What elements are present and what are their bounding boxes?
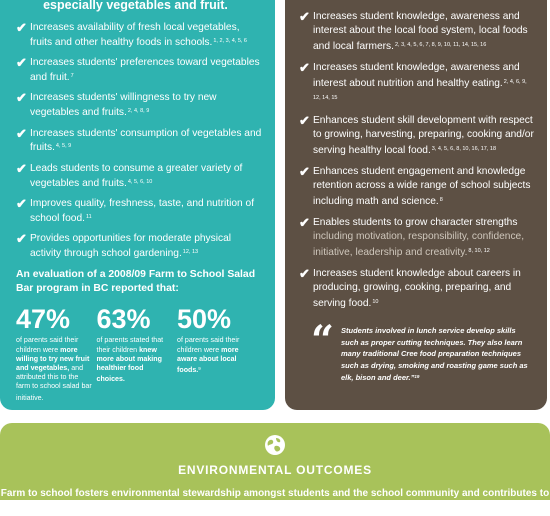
list-item [299,61,535,107]
list-item [16,233,263,261]
item-text [30,163,263,191]
stat-lead: of parents stated that their children [96,336,164,354]
item-text [313,114,535,158]
checkmark-icon: ✔ [299,215,310,230]
checkmark-icon: ✔ [16,160,27,176]
item-refs: 8 [439,197,443,203]
item-text [30,22,263,50]
environmental-outcomes-panel [0,423,550,514]
item-muted-text: including motivation, responsibility, confidence, initiative, leadership and creativity. [313,231,525,258]
environmental-title: ENVIRONMENTAL OUTCOMES [178,463,372,477]
stat-highlight: knew more about making healthier food choices. [96,345,162,384]
item-label: Leads students to consume a greater variety of vegetables and fruits. [30,162,243,189]
list-item [16,195,263,226]
list-item [299,267,535,311]
item-text [313,10,535,54]
checkmark-icon: ✔ [16,125,27,141]
checkmark-icon: ✔ [16,195,27,211]
item-refs: 2, 3, 4, 5, 6, 7, 8, 9, 10, 11, 14, 15, 16 [394,42,487,48]
item-text [313,165,535,209]
item-refs: 4, 5, 9 [55,143,72,150]
item-label: Increases student knowledge, awareness and interest about nutrition and healthy eating. [313,62,520,89]
stat-value: 63% [96,304,151,335]
item-text [313,61,535,107]
checkmark-icon: ✔ [299,164,310,179]
item-label: Increases students' willingness to try new vegetables and fruits. [30,92,217,119]
health-outcomes-list [16,22,263,261]
list-item [299,216,535,260]
stat-block [16,304,92,402]
item-label: Enhances student skill development with respect to growing, harvesting, preparing, cooking and/or serving healthy local food. [313,115,534,156]
stat-description [97,336,173,384]
quote-text: Students involved in lunch service develop skills such as proper cutting techniques. They also learn many traditional Cree food preparation techniques such as drying, smoking and roasting game such as elk, bison and deer.”$^{19}$ [341,326,528,382]
list-item [16,160,263,191]
stats-row [16,304,263,402]
item-refs: 2, 4, 8, 9 [127,108,150,115]
item-label: Increases student knowledge, awareness and interest about the local food system, local foods and local farmers. [313,11,528,52]
list-item [16,22,263,50]
item-refs: 7 [70,72,74,79]
globe-icon [264,434,286,456]
item-text [30,233,263,261]
item-label: Provides opportunities for moderate physical activity through school gardening. [30,233,232,259]
stat-lead: of parents said their children were [16,336,79,354]
stat-value: 50% [177,304,232,335]
checkmark-icon: ✔ [16,90,27,106]
quote-ref: 19 [414,374,420,379]
item-refs: 3, 4, 5, 6, 8, 10, 16, 17, 18 [431,146,497,152]
list-item [299,10,535,54]
checkmark-icon: ✔ [299,60,310,75]
stat-description [16,336,92,402]
item-refs: 2, 4, 6, 9, 12, 14, 15 [313,79,527,101]
checkmark-icon: ✔ [16,55,27,71]
list-item [299,165,535,209]
stat-block [177,304,253,402]
list-item [299,114,535,158]
stat-ref: 9 [198,365,201,371]
item-text [30,92,263,120]
item-refs: 11 [85,213,92,220]
item-label: Enables students to grow character strengths [313,217,518,228]
item-text [30,198,263,226]
item-refs: 1, 2, 3, 4, 5, 6 [213,37,247,44]
environmental-description: Farm to school fosters environmental stewardship amongst students and the school community and contributes to more sustainable ecosystems [0,488,550,514]
evaluation-title: An evaluation of a 2008/09 Farm to School Salad Bar program in BC reported that: [16,269,256,295]
section-heading: especially vegetables and fruit. [43,0,228,12]
item-label: Improves quality, freshness, taste, and nutrition of school food. [30,197,255,224]
quote-mark-icon: “ [311,317,335,364]
education-outcomes-list [299,10,535,311]
item-label: Enhances student engagement and knowledge retention across a wide range of school subjects including math and science. [313,166,531,207]
stat-block [97,304,173,402]
list-item [16,125,263,156]
education-outcomes-panel [285,0,547,410]
stat-highlight: more aware about local foods. [177,345,239,374]
list-item [16,57,263,85]
stat-lead: of parents said their children were [177,336,240,354]
item-text [30,57,263,85]
item-label: Increases students' preferences toward vegetables and fruit. [30,57,260,83]
checkmark-icon: ✔ [16,20,27,35]
item-label: Increases students' consumption of vegetables and fruits. [30,127,262,154]
item-text [313,216,535,260]
quote-block [299,317,535,384]
checkmark-icon: ✔ [299,113,310,128]
health-outcomes-panel [0,0,275,410]
item-refs: 10 [372,299,379,305]
item-refs: 8, 10, 12 [468,248,490,254]
item-refs: 12, 13 [182,248,199,255]
item-text [30,128,263,156]
item-refs: 4, 5, 6, 10 [127,178,153,185]
checkmark-icon: ✔ [299,266,310,281]
item-label: Increases student knowledge about careers in producing, growing, cooking, preparing, and serving food. [313,268,521,309]
list-item [16,92,263,120]
checkmark-icon: ✔ [16,231,27,247]
stat-value: 47% [16,304,71,335]
stat-description [177,336,253,375]
stat-highlight: more willing to try new fruit and vegetables, [16,345,90,372]
item-label: Increases availability of fresh local vegetables, fruits and other healthy foods in schools. [30,22,240,48]
stat-tail: and attributed this to the farm to school salad bar initiative. [16,363,92,402]
checkmark-icon: ✔ [299,9,310,24]
item-text [313,267,535,311]
